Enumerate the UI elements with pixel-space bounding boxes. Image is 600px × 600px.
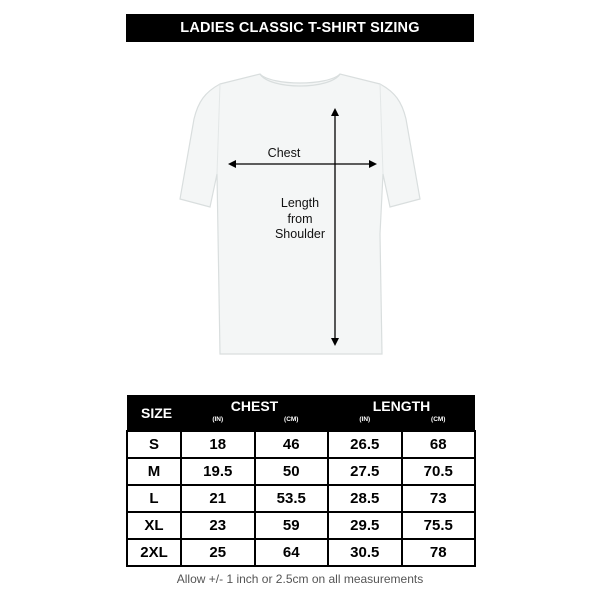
tshirt-diagram [150, 64, 450, 364]
chest-in-cell: 18 [181, 431, 255, 458]
chest-label: Chest [267, 146, 301, 160]
length-in-cell: 27.5 [328, 458, 402, 485]
size-cell: XL [127, 512, 181, 539]
length-label-line-1: Length [280, 196, 320, 210]
chest-cm-cell: 64 [255, 539, 329, 566]
length-cm-cell: 75.5 [402, 512, 476, 539]
length-label-line-2: from [287, 211, 313, 226]
size-cell: L [127, 485, 181, 512]
length-label-line-3: Shoulder [274, 227, 326, 241]
unit-chest-cm: (CM) [255, 416, 329, 431]
size-cell: 2XL [127, 539, 181, 566]
table-row [127, 512, 475, 539]
size-cell: M [127, 458, 181, 485]
chest-in-cell: 23 [181, 512, 255, 539]
unit-length-in: (IN) [328, 416, 402, 431]
length-cm-cell: 73 [402, 485, 476, 512]
table-row [127, 485, 475, 512]
length-cm-cell: 70.5 [402, 458, 476, 485]
chest-cm-cell: 53.5 [255, 485, 329, 512]
chest-cm-cell: 50 [255, 458, 329, 485]
measurement-footnote: Allow +/- 1 inch or 2.5cm on all measurements [176, 572, 424, 586]
table-header-row [127, 395, 475, 416]
page-title: LADIES CLASSIC T-SHIRT SIZING [126, 14, 474, 42]
size-cell: S [127, 431, 181, 458]
length-label [264, 196, 336, 243]
length-in-cell: 30.5 [328, 539, 402, 566]
chest-in-cell: 19.5 [181, 458, 255, 485]
table-row [127, 458, 475, 485]
length-cm-cell: 68 [402, 431, 476, 458]
table-row [127, 431, 475, 458]
chest-in-cell: 25 [181, 539, 255, 566]
size-chart-table [126, 395, 476, 567]
table-row [127, 539, 475, 566]
unit-length-cm: (CM) [402, 416, 476, 431]
size-header: SIZE [127, 395, 181, 431]
chest-cm-cell: 46 [255, 431, 329, 458]
length-in-cell: 28.5 [328, 485, 402, 512]
chest-header: CHEST [181, 395, 328, 416]
chest-in-cell: 21 [181, 485, 255, 512]
chest-cm-cell: 59 [255, 512, 329, 539]
length-in-cell: 29.5 [328, 512, 402, 539]
length-header: LENGTH [328, 395, 475, 416]
length-in-cell: 26.5 [328, 431, 402, 458]
unit-chest-in: (IN) [181, 416, 255, 431]
length-cm-cell: 78 [402, 539, 476, 566]
